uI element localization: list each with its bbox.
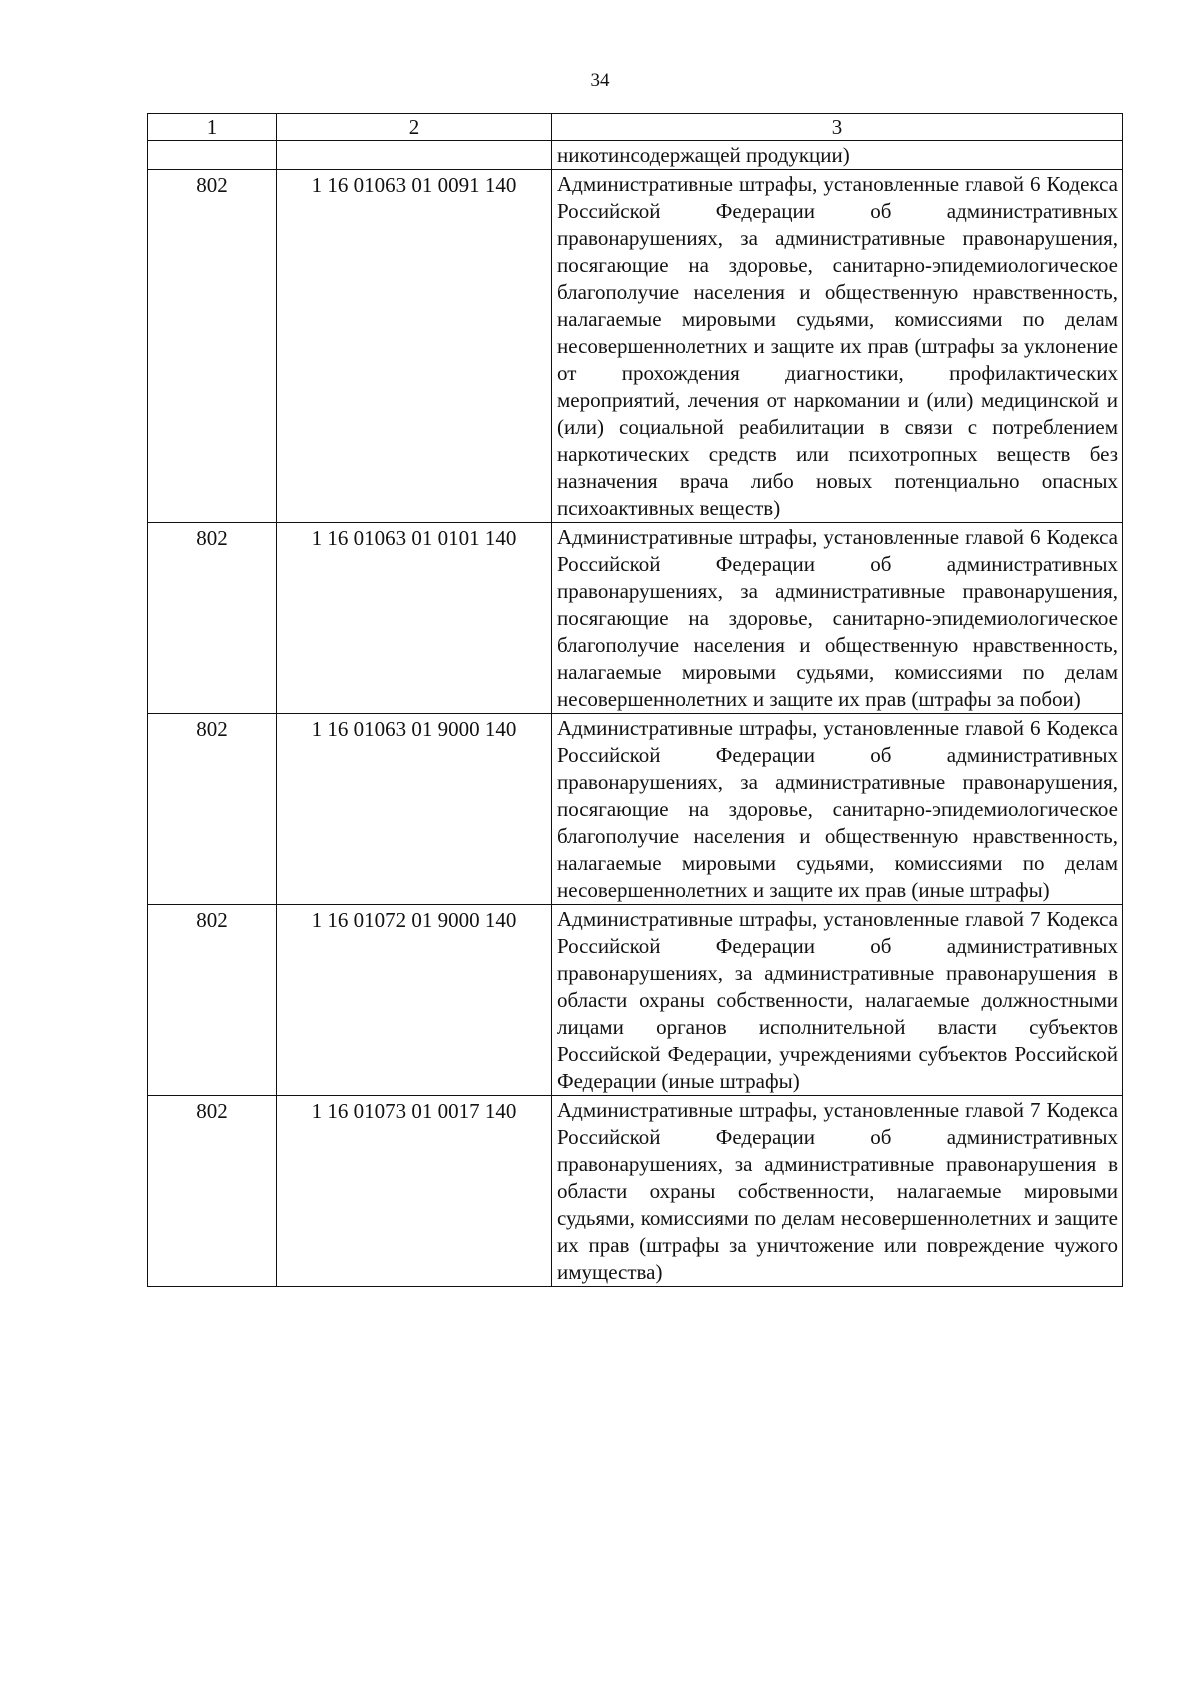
description-cell: Административные штрафы, установленные главой 7 Кодекса Российской Федерации об административных правонарушениях, за административные правонарушения в области охраны собственности, налагаемые должностными лицами органов исполнительной власти субъектов Российской Федерации, учреждениями субъектов Российской Федерации (иные штрафы)	[552, 905, 1123, 1096]
admin-code-cell: 802	[148, 905, 277, 1096]
table-row	[148, 905, 1123, 1096]
kbk-code-cell: 1 16 01072 01 9000 140	[277, 905, 552, 1096]
description-cell: Административные штрафы, установленные главой 7 Кодекса Российской Федерации об административных правонарушениях, за административные правонарушения в области охраны собственности, налагаемые мировыми судьями, комиссиями по делам несовершеннолетних и защите их прав (штрафы за уничтожение или повреждение чужого имущества)	[552, 1096, 1123, 1287]
description-cell: Административные штрафы, установленные главой 6 Кодекса Российской Федерации об административных правонарушениях, за административные правонарушения, посягающие на здоровье, санитарно-эпидемиологическое благополучие населения и общественную нравственность, налагаемые мировыми судьями, комиссиями по делам несовершеннолетних и защите их прав (штрафы за побои)	[552, 523, 1123, 714]
description-cell: никотинсодержащей продукции)	[552, 141, 1123, 170]
admin-code-cell: 802	[148, 523, 277, 714]
table-header-row	[148, 114, 1123, 141]
table-row	[148, 141, 1123, 170]
description-cell: Административные штрафы, установленные главой 6 Кодекса Российской Федерации об административных правонарушениях, за административные правонарушения, посягающие на здоровье, санитарно-эпидемиологическое благополучие населения и общественную нравственность, налагаемые мировыми судьями, комиссиями по делам несовершеннолетних и защите их прав (иные штрафы)	[552, 714, 1123, 905]
kbk-code-cell: 1 16 01063 01 9000 140	[277, 714, 552, 905]
kbk-code-cell: 1 16 01063 01 0091 140	[277, 170, 552, 523]
admin-code-cell: 802	[148, 1096, 277, 1287]
admin-code-cell	[148, 141, 277, 170]
budget-code-table	[147, 113, 1123, 1287]
table-row	[148, 523, 1123, 714]
admin-code-cell: 802	[148, 714, 277, 905]
table-row	[148, 714, 1123, 905]
header-cell-col-3: 3	[552, 114, 1123, 141]
header-cell-col-1: 1	[148, 114, 277, 141]
admin-code-cell: 802	[148, 170, 277, 523]
kbk-code-cell	[277, 141, 552, 170]
table-row	[148, 170, 1123, 523]
description-cell: Административные штрафы, установленные главой 6 Кодекса Российской Федерации об административных правонарушениях, за административные правонарушения, посягающие на здоровье, санитарно-эпидемиологическое благополучие населения и общественную нравственность, налагаемые мировыми судьями, комиссиями по делам несовершеннолетних и защите их прав (штрафы за уклонение от прохождения диагностики, профилактических мероприятий, лечения от наркомании и (или) медицинской и (или) социальной реабилитации в связи с потреблением наркотических средств или психотропных веществ без назначения врача либо новых потенциально опасных психоактивных веществ)	[552, 170, 1123, 523]
table-row	[148, 1096, 1123, 1287]
kbk-code-cell: 1 16 01073 01 0017 140	[277, 1096, 552, 1287]
header-cell-col-2: 2	[277, 114, 552, 141]
kbk-code-cell: 1 16 01063 01 0101 140	[277, 523, 552, 714]
page-number: 34	[590, 70, 610, 91]
